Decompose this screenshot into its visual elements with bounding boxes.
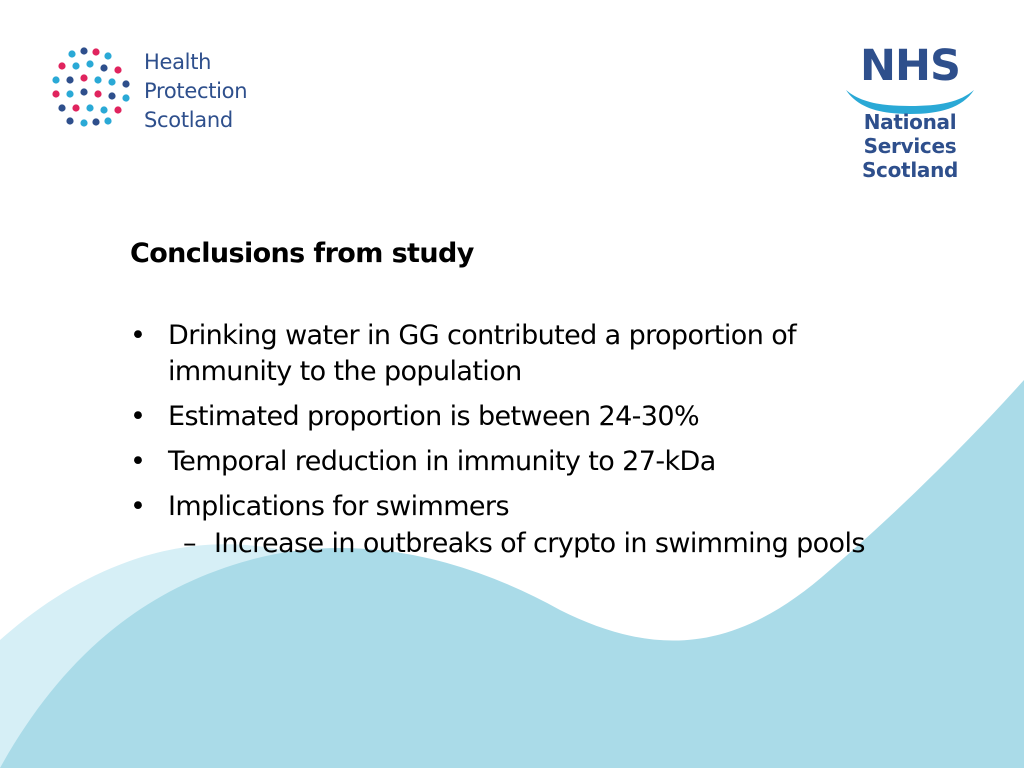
nhs-logo-line: Services [863,134,957,158]
bullet-marker: • [130,320,146,351]
bullet-text: Temporal reduction in immunity to 27-kDa [168,446,716,477]
bullet-item [130,444,910,480]
bullet-text: Drinking water in GG contributed a proportion of immunity to the population [168,320,797,387]
nhs-logo [840,41,980,194]
bullet-text: Estimated proportion is between 24-30% [168,401,700,432]
hps-logo-line: Health [144,50,212,74]
nhs-logo-line: National [863,110,957,134]
nhs-logo-subtitle [840,110,980,182]
sub-bullet-marker: – [183,528,196,559]
sub-bullet-text: Increase in outbreaks of crypto in swimming pools [214,528,865,559]
bullet-item [130,318,910,390]
sub-bullet-item [130,526,910,562]
bullet-list [130,318,910,562]
bullet-marker: • [130,401,146,432]
bullet-item [130,489,910,525]
bullet-text: Implications for swimmers [168,491,509,522]
dots-logo-icon [50,46,134,130]
bullet-marker: • [130,491,146,522]
nhs-logo-line: Scotland [861,158,959,182]
hps-logo-text [144,48,247,135]
bullet-item [130,399,910,435]
nhs-wordmark: NHS [860,41,960,91]
hps-logo [50,46,270,136]
hps-logo-line: Protection [144,79,248,103]
slide-title: Conclusions from study [130,238,474,269]
bullet-marker: • [130,446,146,477]
hps-logo-line: Scotland [144,108,233,132]
